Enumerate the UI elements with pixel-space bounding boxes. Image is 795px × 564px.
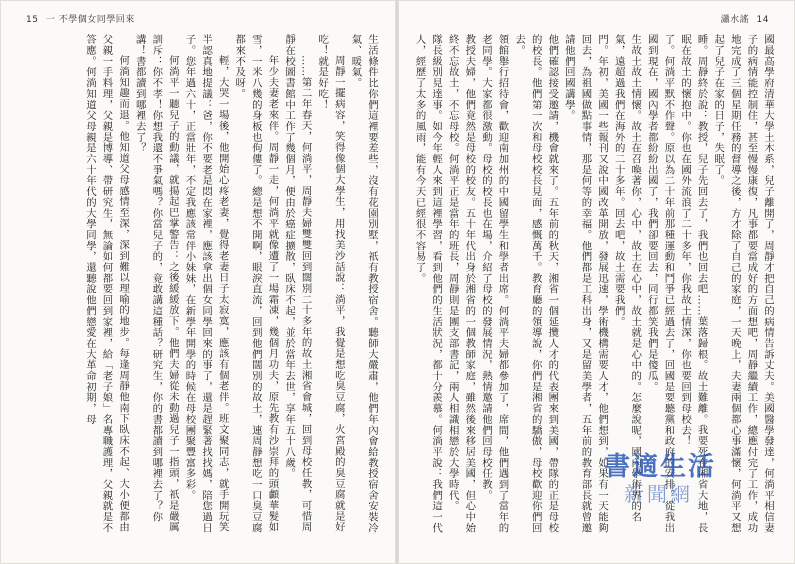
book-title: 瀟水謠 (720, 15, 750, 25)
paragraph: 何淌知趣而退。他知道父母感情至深，深到難以理喻的地步。每逢周靜他南下臥床不起、大小便都由父親一手料理，父親是博導、帶研究生，無論如何都要回到家裡，給「老子娘」名專職護理，父親就是不答應。何淌知道父母親是六十年代的大學同學，還聽說他們戀愛在大革命初期，母 (83, 34, 130, 534)
paragraph: 他們確認接受邀請，機會就來了。五年前的秋天，湘省一個延攬人才的代表團來到美國，帶隊的正是母校的校長。他們第一次和母校校長見面，感慨萬千。教育廳的領導說，你們是湘省的驕傲，母校歡迎你們回去。 (513, 34, 559, 534)
paragraph: 了。何淌平默不作聲。原以為二十年前那種運動和鬥爭已經過去了，回國是要聽黨和政府的安排。從我出國到現在，國內學者都紛紛出國了，我們卻要回去，同行都笑我們是傻瓜。 (645, 34, 675, 534)
paragraph: 隊長級別見達事。如今年輕人來到這裡學習，看到他們的生活狀況，都十分羨慕。何淌平說：我們這一代人，經歷了太多的風雨，能有今天已經很不容易了。 (413, 34, 443, 534)
paragraph: 門。年初，美國一些報刊又說中國改革開放，發展迅速，學術機構需要人才，他們想到，如果有一天能夠回去，為祖國做點事情，那是何等的幸福。他們都是工科出身，又是留美學者，五年前的教育部長就曾邀請他們回國講學。 (562, 34, 609, 534)
paragraph: 周靜一擺病容，笑得像個大學生，用找美沙話說：淌平，我覺是想吃臭豆腐，火宮殿的臭豆腐就是好吃！就是好吃！ (316, 34, 345, 533)
paragraph: 領館舉行招待會，歡迎南加州的中國留學生和學者出席。何淌平夫婦都參加了，席間，他們遇到了當年的老同學。大家都很激動。母校的校長也在場，介紹了母校的發展情況，熱情邀請他們回母校任教。 (479, 34, 509, 534)
paragraph: 何淌平一聽兒子的動議，就揚起巴掌警告：之後緩緩放下。他們夫婦從未動過兒子一指頭，祇是嚴厲訓斥：你不孝！你想我還不爭氣嗎？你當兒子的，竟敢講這種話？研究生，你的書都讀到哪裡去了？你講！書都讀到哪裡去了？ (133, 34, 179, 533)
left-page-header (22, 12, 135, 25)
left-page-body (18, 34, 380, 539)
right-page-header (721, 12, 773, 25)
left-page-number: 15 (26, 15, 39, 25)
paragraph: 睡。周靜終於說：教授，兒子先回去了，我們也回去吧……葉落歸根。故土難離。我要死在湘省大地，長眠在故土的懷抱中。你也在國外流浪了二十多年，你我故土情深，你也要回到母校去！ (679, 34, 708, 534)
paragraph: 輕，大哭一場後，他開始心疼老妻，覺得老妻日子太寂寞，應該有個老伴。班文聚同志，就手開玩笑半認真地提議：爸，你不要老是悶在家裡，應該拿出個女同學回來的事了，還是趕緊著找找媽，陪您過日子。您年過六十，正當壯年，不定我應該常伴小妹妹，在新學年開學的時候在母校團聚豐富多彩。 (183, 34, 229, 534)
paragraph: 生故土故土情懷。故土在召喚著你，心中，故土在心中，故土就是心中的。怎麼說呢，國內學術界的名氣，遠超過我們在海外的二十多年。回去吧，故土需要我們。 (612, 34, 642, 523)
right-page (398, 0, 795, 564)
chapter-title: 不學個女同學回來 (58, 15, 135, 25)
paragraph: 國最高學府清華大學土木系，兒子離開了，周靜才把自己的病情告訴丈夫。美國醫學發達，何淌平相信妻子的病情能控制住，甚至慢慢康復，凡事都要當成好的方面想吧，周靜繼續工作，總應付完了工作，成功地完成了三個星期任務的督導之後，方才除了自己的家庭，一天晚上，夫妻兩個都心事滿懷，何淌平又想起了兒子在家的日子，失眠了。 (712, 34, 774, 534)
watermark-line-2: 新聞網 (624, 482, 693, 506)
left-page (0, 0, 396, 564)
paragraph: 年少夫妻老來伴。周靜一走，何淌平就像遭了一場霜凍，幾個月功夫，原先教有沙崇拜的頭顱華髮如雪，一米八幾的身板也佝僂了。總是想不開啊，眼淚直流，回到他們闊別的故土，連周靜想吃一口臭豆腐都來不及呀。 (233, 34, 279, 534)
right-page-number: 14 (756, 15, 769, 25)
right-page-body (412, 34, 776, 539)
header-separator: 一 (45, 15, 56, 25)
paragraph: ……第二年春天，何淌平，周靜夫婦雙雙回到闊別二十多年的故土湘省會城，回到母校任教，可惜周靜在校圖書館中工作了幾個月，便由於癌症擴散，臥床不起，並於當年去世，享年五十八歲。 (283, 34, 312, 533)
paragraph: 生活條件比你們這裡要差些，沒有花園別墅，祇有教授宿舍。聽師大嚴肅，他們年內會給教授宿舍安裝冷氣、暖氣。 (349, 34, 378, 534)
watermark-line-1: 書適生活 (604, 452, 717, 482)
paragraph: 教授夫婦，他們竟然是母校的校友。五十年代出身於湘省的一個教師家庭，雖然後來移居美國，但心中始終不忘故土，不忘母校。何淌平正是當年的班長，周靜則是團支部書記，兩人相識相戀於大學時代。 (446, 34, 476, 534)
